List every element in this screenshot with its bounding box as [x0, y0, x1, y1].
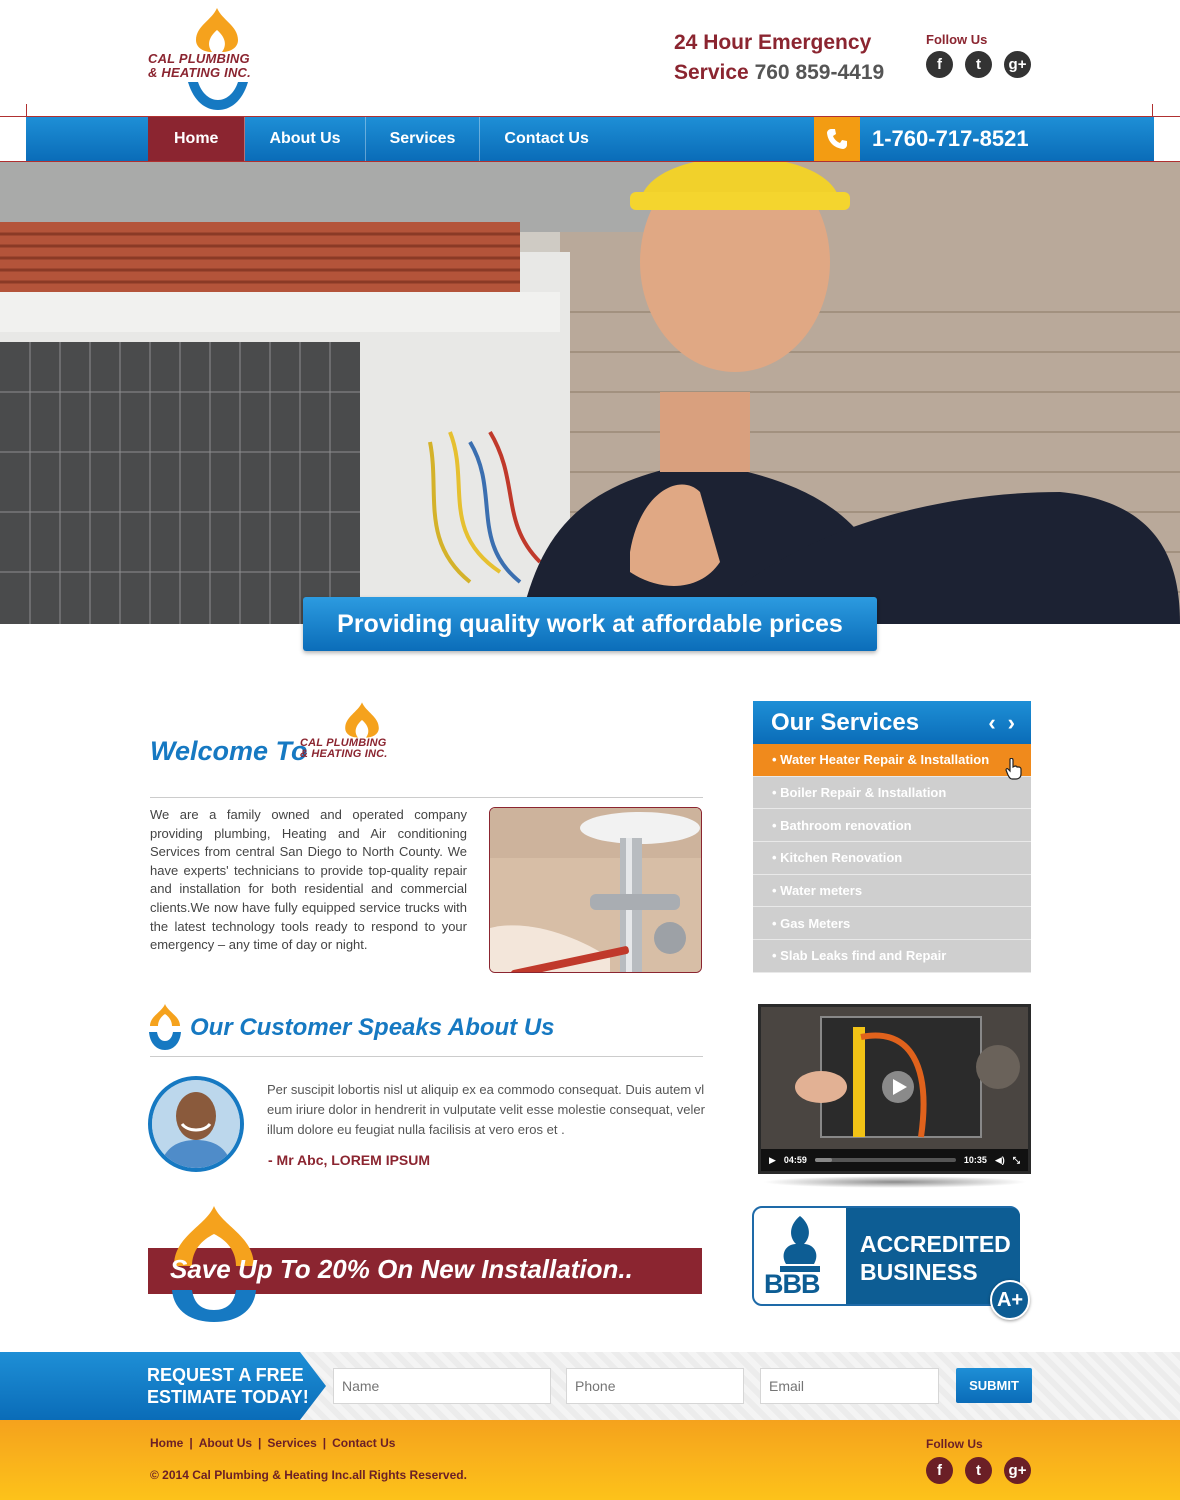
video-progress-fill [815, 1158, 832, 1162]
volume-icon[interactable]: ◀) [994, 1154, 1005, 1165]
video-thumbnail [761, 1007, 1028, 1149]
bbb-logo-text: BBB [764, 1269, 820, 1299]
site-header [0, 0, 1180, 116]
flame-icon [342, 702, 382, 738]
services-panel [753, 701, 1031, 973]
follow-us-label: Follow Us [926, 32, 988, 47]
google-plus-icon[interactable]: g+ [1004, 1457, 1031, 1484]
flame-icon [192, 8, 242, 52]
customer-avatar [148, 1076, 244, 1172]
main-nav [26, 116, 1154, 162]
copyright-text: © 2014 Cal Plumbing & Heating Inc.all Rights Reserved. [150, 1468, 467, 1482]
site-logo[interactable] [146, 8, 288, 108]
emergency-contact [674, 28, 884, 88]
estimate-cta-text [147, 1364, 309, 1408]
twitter-icon[interactable]: t [965, 1457, 992, 1484]
welcome-paragraph: We are a family owned and operated company providing plumbing, Heating and Air conditioning Services from central San Diego to North County. We have experts' technicians to provide top-quality repair and installation for both residential and commercial clients.We now have fully equipped service trucks with the latest technology tools ready to respond to your emergency – any time of day or night. [150, 807, 467, 953]
google-plus-icon[interactable]: g+ [1004, 51, 1031, 78]
customer-avatar-graphic [152, 1080, 240, 1168]
bbb-torch-icon [760, 1214, 840, 1274]
service-item[interactable]: • Water Heater Repair & Installation [753, 744, 1031, 777]
service-item[interactable]: • Water meters [753, 875, 1031, 908]
emergency-line-2 [674, 58, 884, 88]
testimonial-quote: Per suscipit lobortis nisl ut aliquip ex ea commodo consequat. Duis autem vl eum iriure dolor in hendrerit in vulputate velit esse molestie consequat, veler illum dolore eu feugiat nulla facilisis at vero eros et . [267, 1082, 705, 1137]
submit-button[interactable]: SUBMIT [956, 1368, 1032, 1403]
logo-wordmark [300, 738, 440, 760]
footer-nav [150, 1436, 395, 1450]
emergency-phone[interactable]: 760 859-4419 [754, 61, 885, 84]
logo-wordmark [148, 52, 288, 80]
hero-image [0, 162, 1180, 624]
bbb-badge[interactable] [752, 1206, 1020, 1306]
logo-line-1: CAL PLUMBING [148, 51, 250, 66]
play-icon[interactable]: ▶ [769, 1154, 776, 1165]
emergency-line-1: 24 Hour Emergency [674, 31, 872, 54]
testimonial-author: - Mr Abc, LOREM IPSUM [268, 1152, 431, 1168]
logo-line-2: & HEATING INC. [148, 65, 251, 80]
facebook-icon[interactable]: f [926, 51, 953, 78]
nav-services[interactable]: Services [366, 117, 481, 161]
footer-link-about-us[interactable]: About Us [198, 1436, 253, 1450]
plumbing-photo [489, 807, 702, 973]
video-duration: 10:35 [963, 1155, 987, 1165]
nav-home[interactable]: Home [148, 117, 245, 161]
footer-follow-us [926, 1437, 1036, 1484]
footer-separator: | [322, 1436, 327, 1450]
service-item[interactable]: • Kitchen Renovation [753, 842, 1031, 875]
logo-line-1: CAL PLUMBING [300, 737, 387, 749]
video-progress-bar[interactable] [815, 1158, 956, 1162]
video-player[interactable] [758, 1004, 1031, 1174]
fullscreen-icon[interactable]: ⤡ [1012, 1154, 1020, 1165]
promo-text: Save Up To 20% On New Installation.. [170, 1254, 633, 1284]
bbb-line-1: ACCREDITED [860, 1231, 1011, 1257]
chevron-left-icon[interactable]: ‹ [988, 709, 996, 735]
bbb-logo [760, 1214, 840, 1300]
service-item[interactable]: • Gas Meters [753, 907, 1031, 940]
name-field[interactable] [333, 1368, 551, 1404]
nav-about-us[interactable]: About Us [245, 117, 365, 161]
service-item[interactable]: • Boiler Repair & Installation [753, 777, 1031, 810]
chevron-right-icon[interactable]: › [1007, 709, 1015, 735]
nav-phone-number[interactable]: 1-760-717-8521 [872, 126, 1029, 151]
video-controls [761, 1149, 1028, 1171]
estimate-line-2: ESTIMATE TODAY! [147, 1387, 309, 1407]
service-item[interactable]: • Slab Leaks find and Repair [753, 940, 1031, 973]
footer-link-services[interactable]: Services [267, 1436, 317, 1450]
twitter-icon[interactable]: t [965, 51, 992, 78]
footer-social-links [926, 1457, 1036, 1484]
service-item[interactable]: • Bathroom renovation [753, 809, 1031, 842]
bbb-line-2: BUSINESS [860, 1259, 978, 1285]
video-shadow [762, 1176, 1028, 1188]
brand-mark-icon [148, 1004, 182, 1050]
phone-icon [814, 117, 860, 161]
testimonial-divider [150, 1056, 703, 1057]
header-follow-us [926, 32, 1036, 78]
testimonial-title: Our Customer Speaks About Us [190, 1014, 555, 1041]
footer-separator: | [258, 1436, 262, 1450]
hero-tagline: Providing quality work at affordable prices [303, 597, 877, 651]
welcome-logo [298, 700, 428, 766]
estimate-line-1: REQUEST A FREE [147, 1365, 304, 1385]
footer-separator: | [189, 1436, 193, 1450]
footer-link-contact-us[interactable]: Contact Us [332, 1436, 396, 1450]
services-title: Our Services [771, 708, 920, 736]
phone-field[interactable] [566, 1368, 744, 1404]
facebook-icon[interactable]: f [926, 1457, 953, 1484]
nav-menu [148, 117, 613, 161]
email-field[interactable] [760, 1368, 939, 1404]
footer-follow-label: Follow Us [926, 1437, 983, 1451]
bbb-grade-badge: A+ [990, 1280, 1030, 1320]
social-links [926, 51, 1036, 78]
services-carousel-arrows [988, 710, 1015, 736]
services-header [753, 701, 1031, 744]
water-drop-icon [186, 80, 250, 112]
footer-link-home[interactable]: Home [150, 1436, 184, 1450]
welcome-divider [150, 797, 703, 798]
emergency-service-label: Service [674, 61, 749, 84]
hero-banner [0, 162, 1180, 624]
video-elapsed-time: 04:59 [783, 1155, 807, 1165]
logo-line-2: & HEATING INC. [300, 748, 388, 760]
plumbing-photo-graphic [490, 808, 702, 973]
welcome-title: Welcome To [150, 736, 308, 766]
nav-contact-us[interactable]: Contact Us [504, 130, 589, 147]
hand-cursor-icon [1005, 758, 1023, 780]
